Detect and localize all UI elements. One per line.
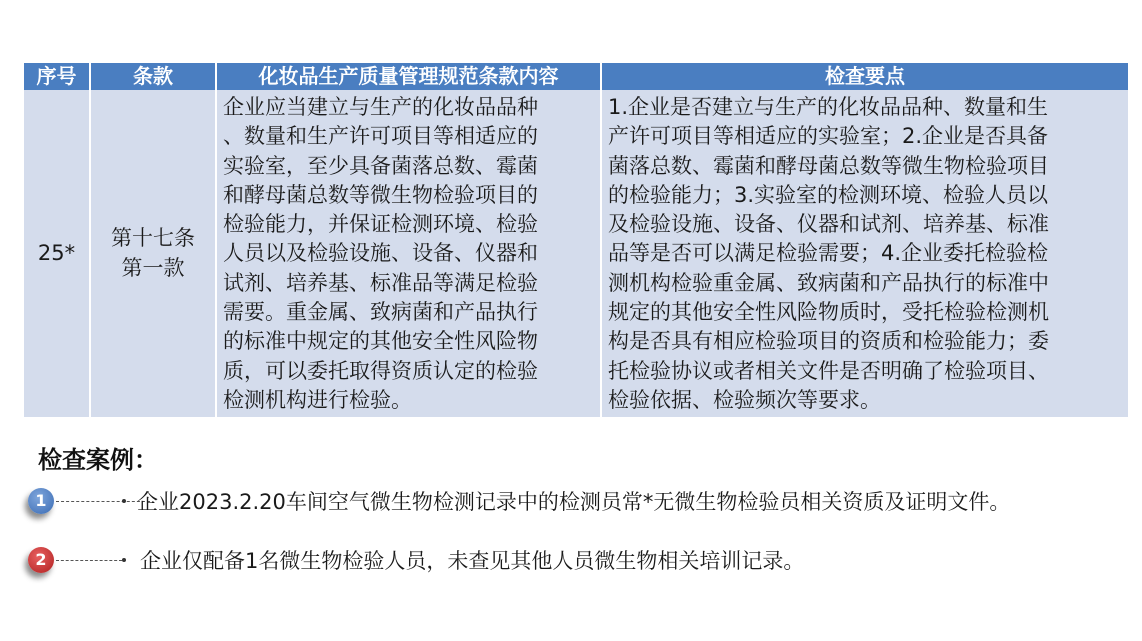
content-line: 需要。重金属、致病菌和产品执行 (223, 300, 538, 325)
points-line: 托检验协议或者相关文件是否明确了检验项目、 (608, 358, 1049, 383)
points-line: 菌落总数、霉菌和酵母菌总数等微生物检验项目 (608, 153, 1049, 178)
table-row (24, 90, 1128, 417)
clause-line: 第一款 (121, 255, 185, 280)
content-line: 质，可以委托取得资质认定的检验 (223, 358, 538, 383)
content-line: 实验室，至少具备菌落总数、霉菌 (223, 153, 538, 178)
content-line: 检验能力，并保证检测环境、检验 (223, 212, 538, 237)
content-line: 人员以及检验设施、设备、仪器和 (223, 241, 538, 266)
header-content: 化妆品生产质量管理规范条款内容 (216, 63, 601, 90)
header-index: 序号 (24, 63, 90, 90)
case-text: 企业仅配备1名微生物检验人员，未查见其他人员微生物相关培训记录。 (140, 549, 805, 573)
points-line: 的检验能力；3.实验室的检测环境、检验人员以 (608, 182, 1049, 207)
bullet-dot (122, 499, 126, 503)
points-line: 及检验设施、设备、仪器和试剂、培养基、标准 (608, 212, 1049, 237)
header-clause: 条款 (90, 63, 216, 90)
content-line: 检测机构进行检验。 (223, 387, 412, 412)
number-badge-1: 1 (28, 488, 54, 514)
table-header-row (24, 63, 1128, 90)
header-points: 检查要点 (601, 63, 1128, 90)
content-line: 企业应当建立与生产的化妆品品种 (223, 95, 538, 119)
case-section-title: 检查案例： (38, 446, 158, 474)
content-line: 试剂、培养基、标准品等满足检验 (223, 270, 538, 295)
cell-index: 25* (24, 90, 90, 417)
case-item (28, 488, 1118, 518)
content-line: 和酵母菌总数等微生物检验项目的 (223, 182, 538, 207)
points-line: 1.企业是否建立与生产的化妆品品种、数量和生 (608, 95, 1049, 119)
points-line: 测机构检验重金属、致病菌和产品执行的标准中 (608, 270, 1049, 295)
points-line: 品等是否可以满足检验需要；4.企业委托检验检 (608, 241, 1049, 266)
points-line: 检验依据、检验频次等要求。 (608, 387, 881, 412)
cell-clause (90, 90, 216, 417)
points-line: 规定的其他安全性风险物质时，受托检验检测机 (608, 300, 1049, 325)
case-item (28, 547, 928, 577)
points-line: 构是否具有相应检验项目的资质和检验能力；委 (608, 329, 1049, 354)
clause-line: 第十七条 (111, 226, 195, 251)
dashed-connector (56, 501, 150, 502)
cell-content (216, 90, 601, 417)
case-text: 企业2023.2.20车间空气微生物检测记录中的检测员常*无微生物检验员相关资质及证明文件。 (137, 490, 1011, 514)
inspection-table (24, 63, 1128, 417)
content-line: 的标准中规定的其他安全性风险物 (223, 329, 538, 354)
number-badge-2: 2 (28, 547, 54, 573)
dashed-connector (56, 560, 122, 561)
points-line: 产许可项目等相适应的实验室；2.企业是否具备 (608, 124, 1049, 149)
content-line: 、数量和生产许可项目等相适应的 (223, 124, 538, 149)
cell-points (601, 90, 1128, 417)
bullet-dot (122, 558, 126, 562)
